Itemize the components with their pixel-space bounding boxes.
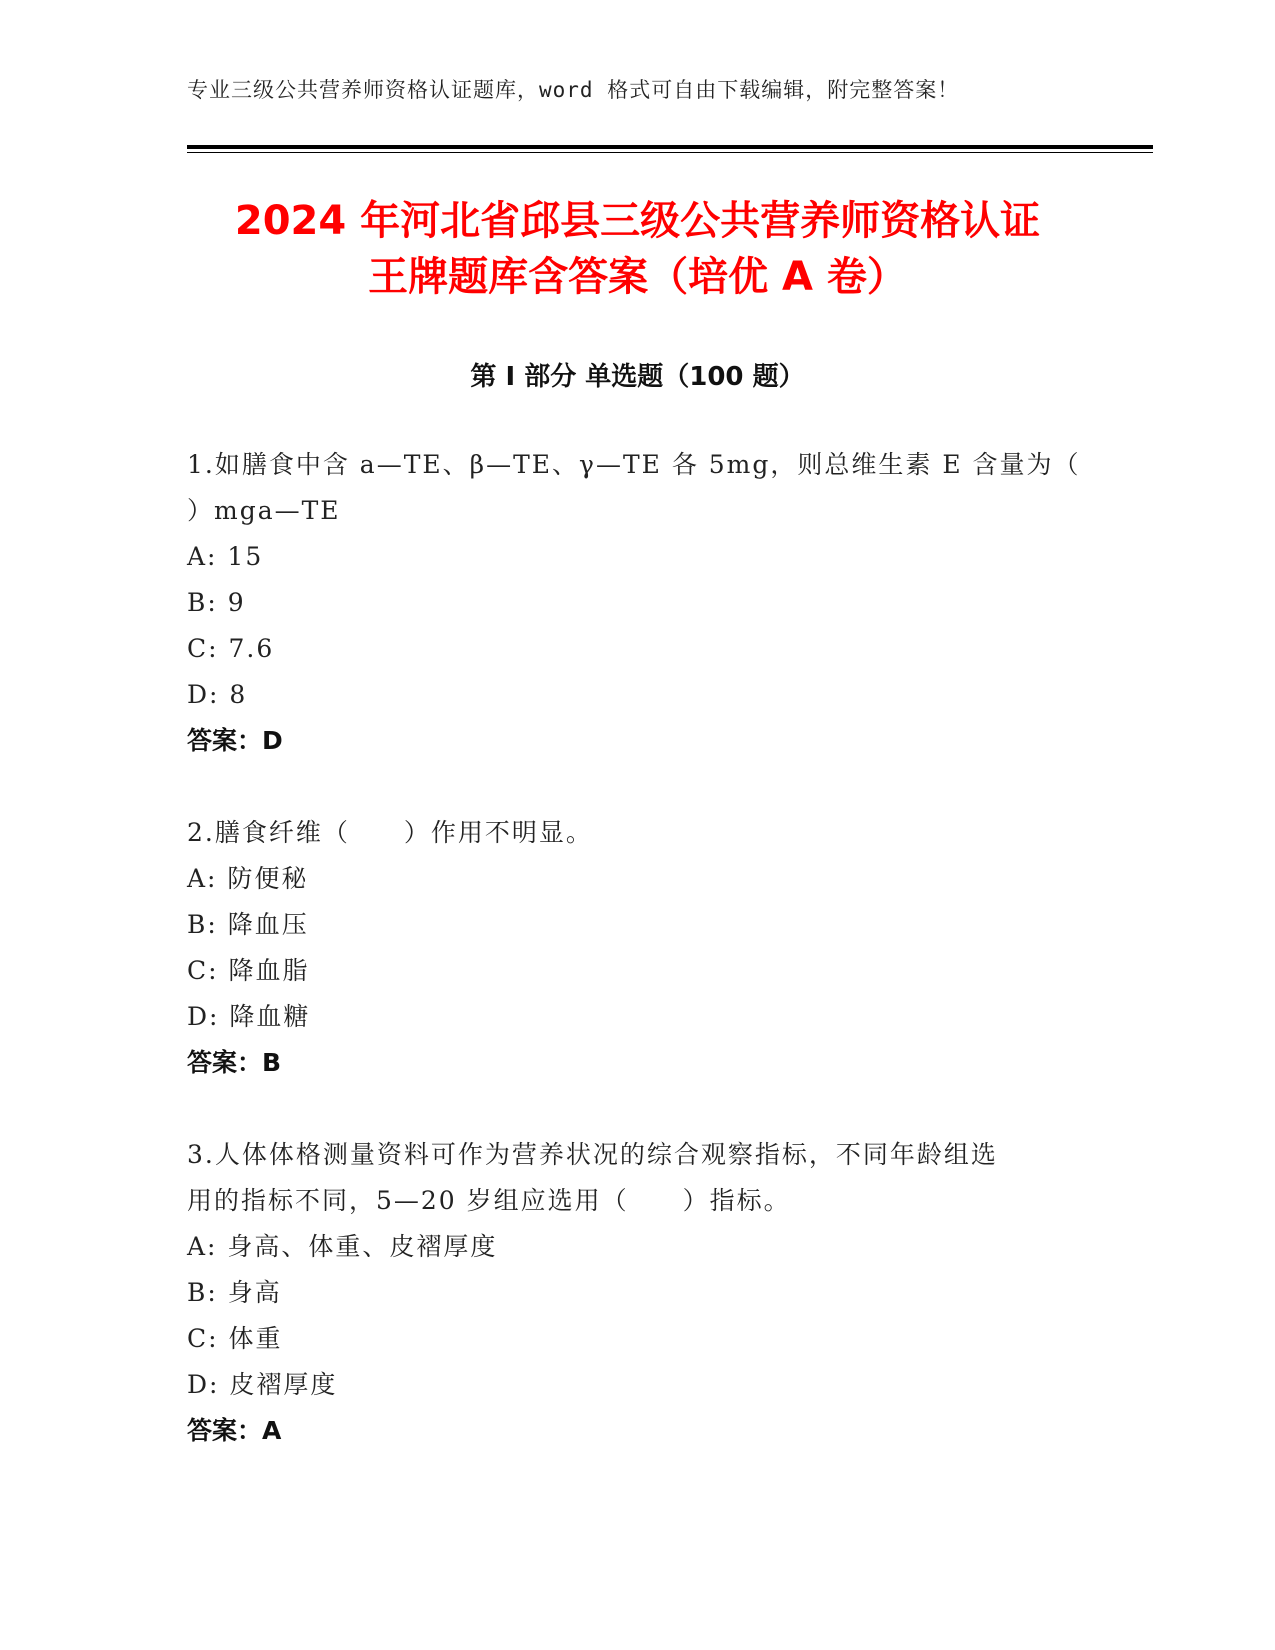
question-stem-line: ）mga—TE: [187, 496, 341, 525]
question-stem-line: 1.如膳食中含 a—TE、β—TE、γ—TE 各 5mg，则总维生素 E 含量为（: [187, 450, 1081, 479]
title-line-2: 王牌题库含答案（培优 A 卷）: [368, 254, 907, 300]
section-heading: 第 I 部分 单选题（100 题）: [470, 362, 805, 392]
title-line-1: 2024 年河北省邱县三级公共营养师资格认证: [234, 198, 1041, 244]
question-2: [187, 810, 1087, 1086]
answer: 答案：B: [187, 1048, 282, 1077]
question-list: [187, 442, 1087, 1454]
option-c: C: 降血脂: [187, 956, 310, 985]
option-d: D: 8: [187, 680, 248, 709]
question-stem-line: 用的指标不同，5—20 岁组应选用（ ）指标。: [187, 1186, 791, 1215]
question-stem-line: 3.人体体格测量资料可作为营养状况的综合观察指标，不同年龄组选: [187, 1140, 998, 1169]
question-3: [187, 1132, 1087, 1454]
spacer: [187, 1086, 1087, 1132]
question-1: [187, 442, 1087, 764]
answer: 答案：D: [187, 726, 283, 755]
document-title: [150, 193, 1125, 305]
option-d: D: 降血糖: [187, 1002, 311, 1031]
option-c: C: 7.6: [187, 634, 275, 663]
option-b: B: 9: [187, 588, 246, 617]
option-b: B: 身高: [187, 1278, 282, 1307]
header-divider-thick: [187, 145, 1153, 149]
option-a: A: 防便秘: [187, 864, 309, 893]
option-a: A: 身高、体重、皮褶厚度: [187, 1232, 498, 1261]
option-b: B: 降血压: [187, 910, 309, 939]
option-c: C: 体重: [187, 1324, 283, 1353]
header-note: 专业三级公共营养师资格认证题库，word 格式可自由下载编辑，附完整答案！: [187, 78, 960, 102]
answer: 答案：A: [187, 1416, 282, 1445]
header-divider-thin: [187, 152, 1153, 153]
question-stem-line: 2.膳食纤维（ ）作用不明显。: [187, 818, 593, 847]
option-a: A: 15: [187, 542, 264, 571]
spacer: [187, 764, 1087, 810]
option-d: D: 皮褶厚度: [187, 1370, 338, 1399]
